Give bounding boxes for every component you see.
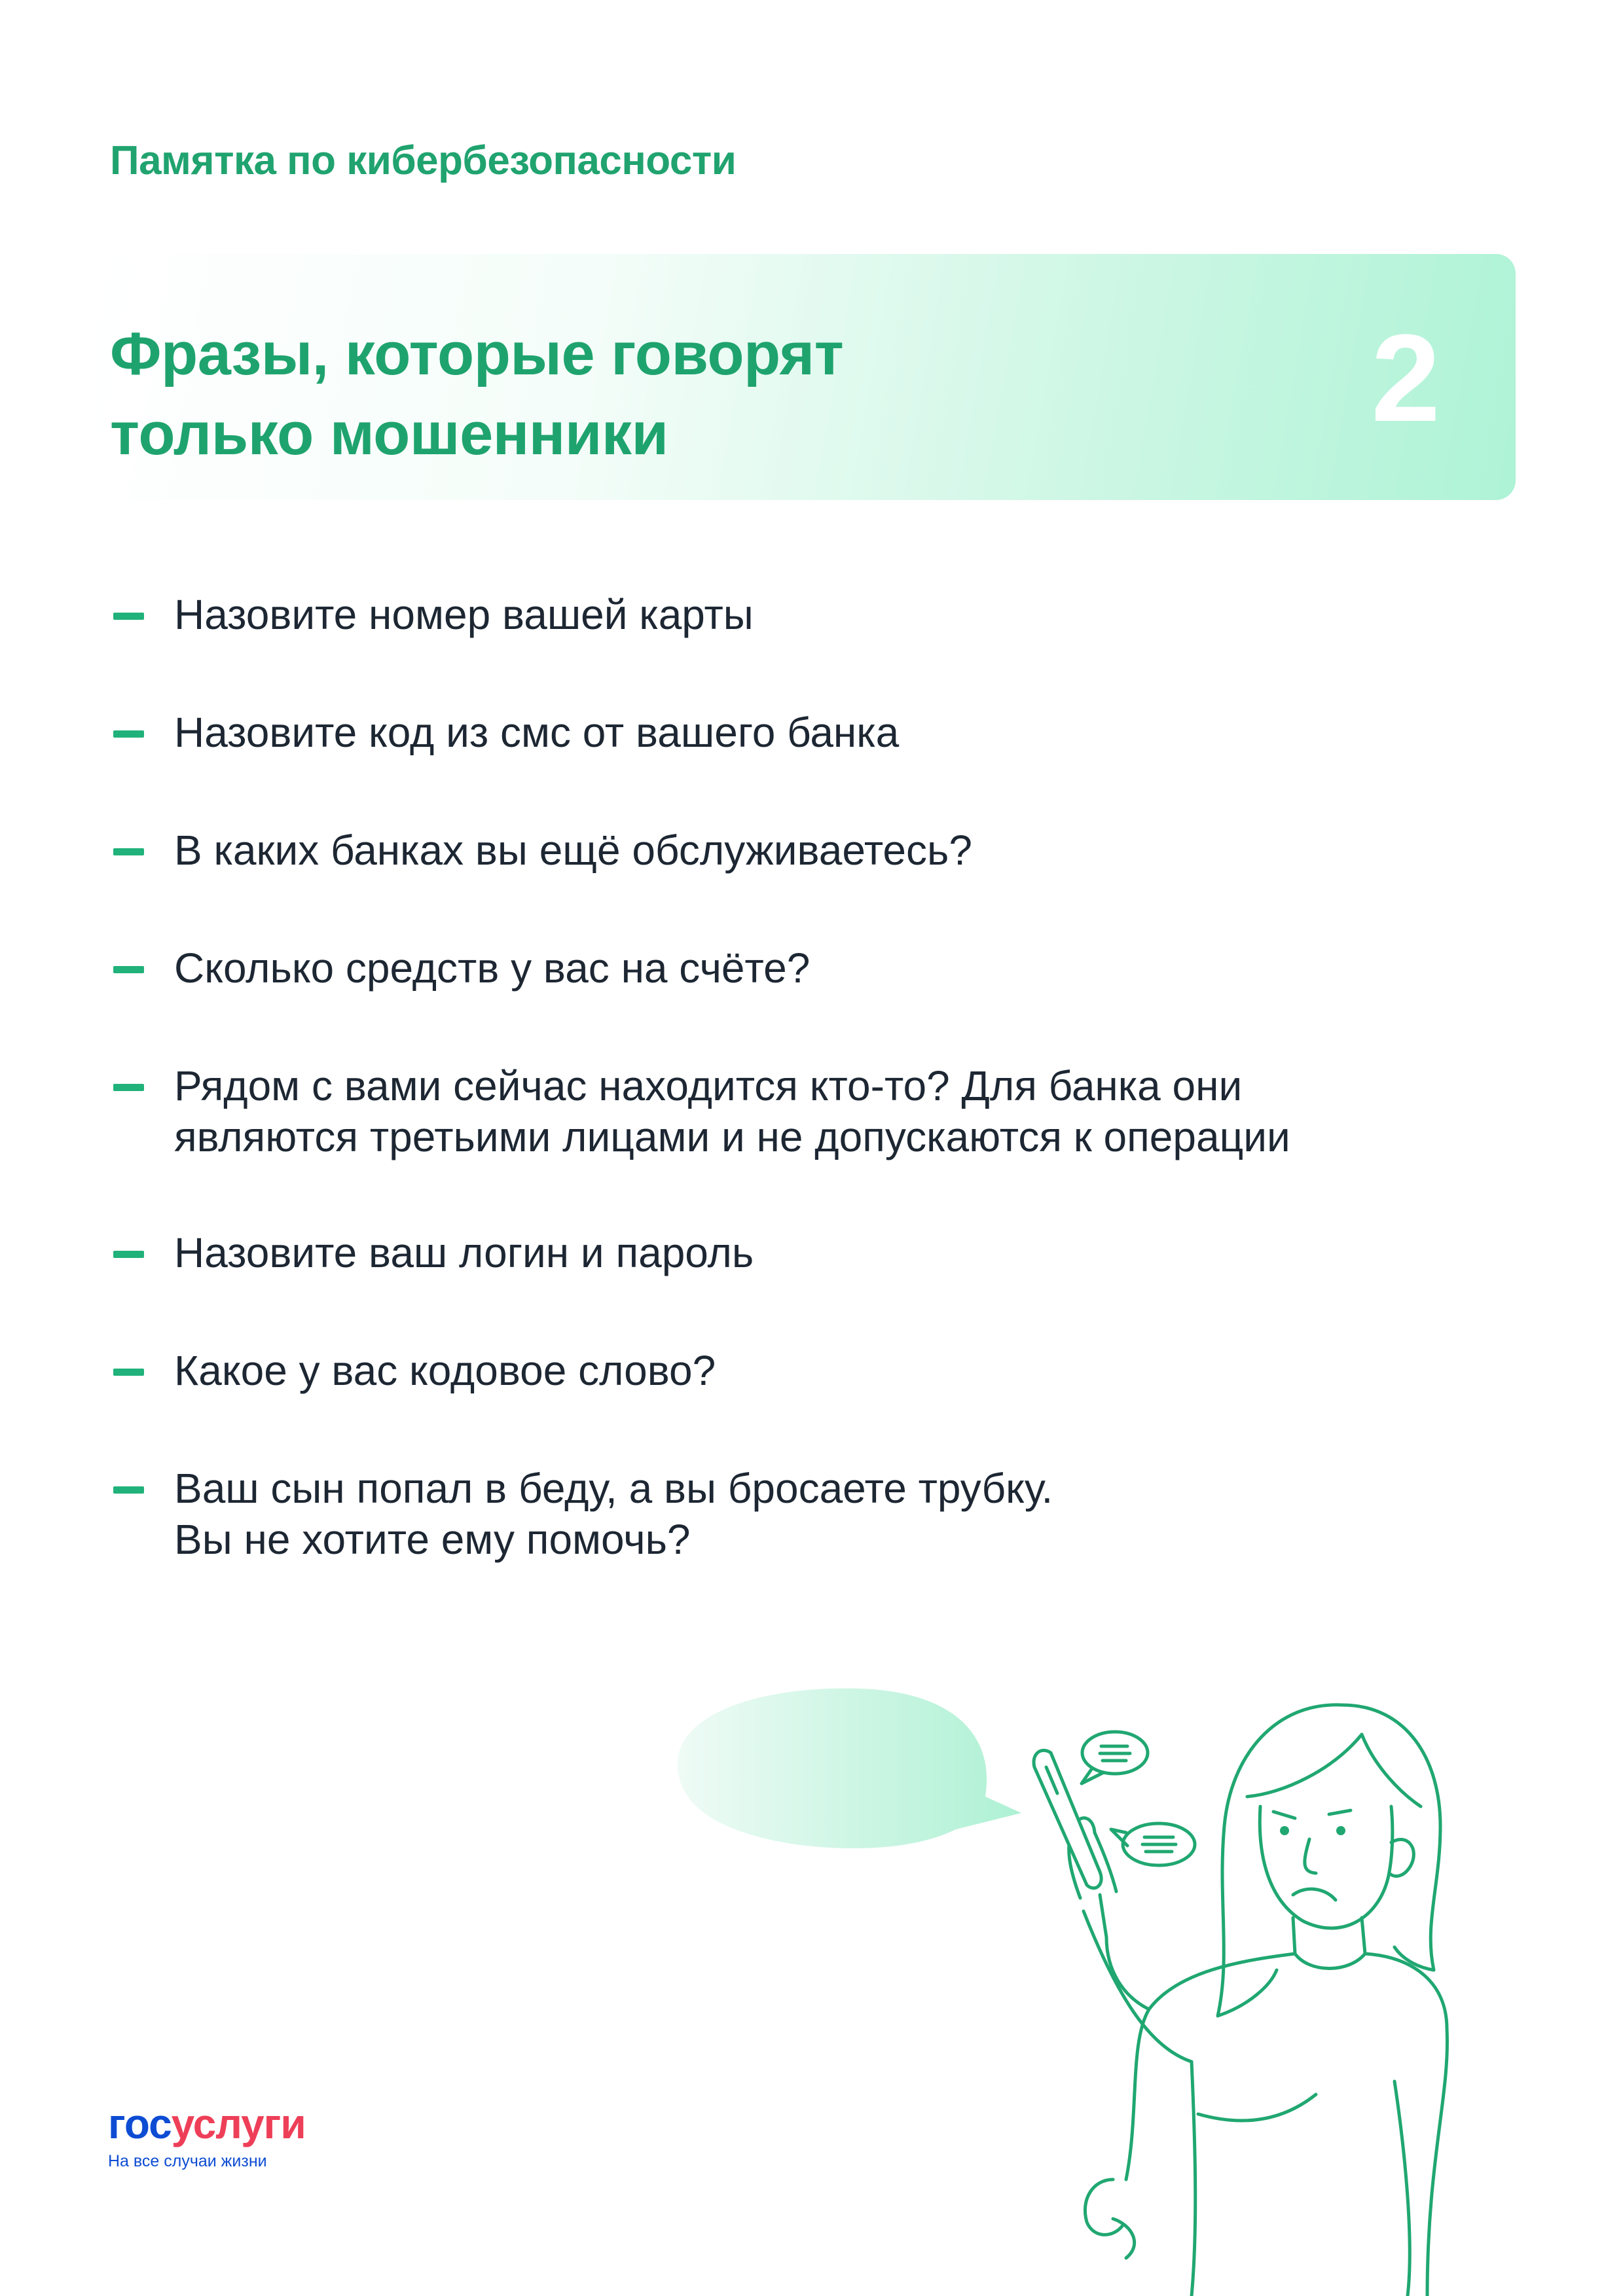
list-item-text: Ваш сын попал в беду, а вы бросаете трубку. Вы не хотите ему помочь? (174, 1465, 1053, 1563)
dash-bullet-icon (113, 1251, 144, 1258)
dash-bullet-icon (113, 730, 144, 738)
logo-gos: гос (108, 2100, 172, 2147)
list-item (111, 1463, 1053, 1565)
dash-bullet-icon (113, 848, 144, 855)
list-item-text: Какое у вас кодовое слово? (174, 1347, 716, 1394)
chat-bubble-icon (1111, 1823, 1195, 1865)
list-item (111, 707, 899, 758)
dash-bullet-icon (113, 1369, 144, 1376)
list-item-text: Назовите ваш логин и пароль (174, 1229, 754, 1276)
list-item (111, 1060, 1290, 1162)
list-item (111, 589, 754, 640)
document-kicker: Памятка по кибербезопасности (110, 138, 737, 183)
list-item-text: Рядом с вами сейчас находится кто-то? Для банка они являются третьими лицами и не допускаются к операции (174, 1062, 1290, 1160)
dash-bullet-icon (113, 966, 144, 973)
list-item-text: Сколько средств у вас на счёте? (174, 944, 811, 992)
list-item-text: Назовите номер вашей карты (174, 591, 754, 638)
list-item (111, 825, 972, 876)
speech-bubble-icon (678, 1689, 1021, 1848)
title-banner (98, 254, 1516, 500)
chat-bubble-icon (1082, 1732, 1148, 1784)
dash-bullet-icon (113, 1486, 144, 1494)
logo-tagline: На все случаи жизни (108, 2152, 267, 2170)
list-item (111, 1345, 716, 1396)
list-item (111, 1227, 754, 1278)
logo-wordmark (108, 2101, 306, 2147)
list-item-text: Назовите код из смс от вашего банка (174, 709, 900, 756)
list-item-text: В каких банках вы ещё обслуживаетесь? (174, 827, 972, 874)
section-number: 2 (1371, 309, 1440, 448)
woman-on-phone-illustration (655, 1676, 1519, 2296)
gosuslugi-logo (108, 2101, 306, 2171)
dash-bullet-icon (113, 1084, 144, 1091)
dash-bullet-icon (113, 613, 144, 620)
list-item (111, 942, 810, 994)
logo-uslugi: услуги (171, 2100, 306, 2147)
page-title: Фразы, которые говорят только мошенники (110, 321, 844, 467)
woman-icon (1069, 1705, 1448, 2296)
